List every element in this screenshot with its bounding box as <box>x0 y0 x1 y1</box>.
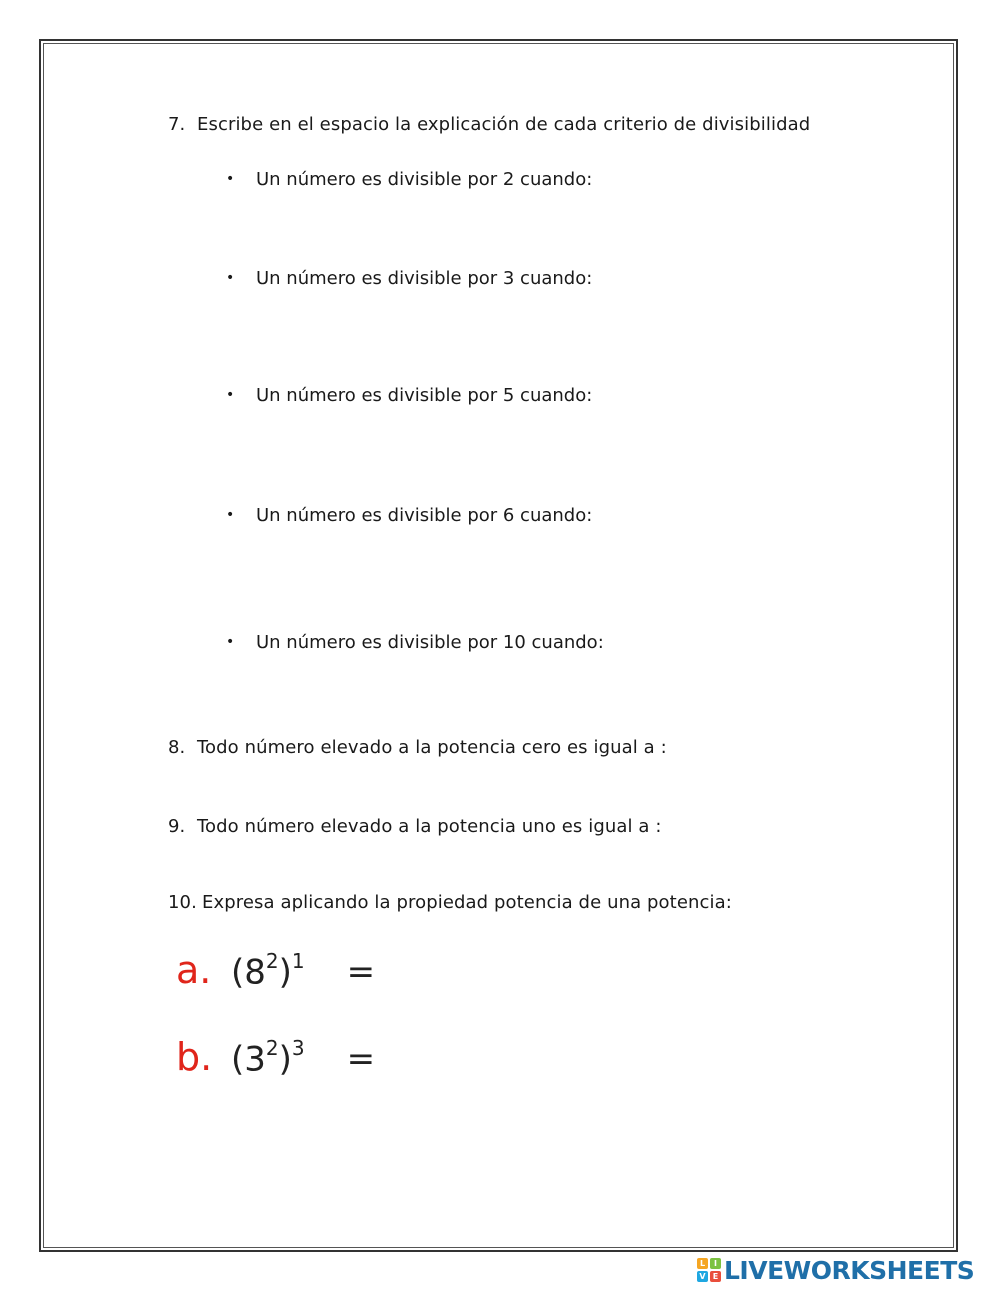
criterion-item <box>226 385 592 406</box>
question-7 <box>168 114 810 135</box>
inner-exponent: 2 <box>265 1035 279 1060</box>
question-number: 7. <box>168 114 186 135</box>
question-text: Expresa aplicando la propiedad potencia de una potencia: <box>202 892 732 913</box>
question-number: 8. <box>168 737 186 758</box>
bullet-icon: • <box>226 634 235 650</box>
equals-sign: = <box>346 952 376 992</box>
expression-letter: b. <box>176 1035 213 1079</box>
inner-exponent: 2 <box>265 948 279 973</box>
bullet-icon: • <box>226 387 235 403</box>
power-expression <box>231 948 305 992</box>
question-text: Todo número elevado a la potencia uno es igual a : <box>197 816 662 837</box>
criterion-item <box>226 268 592 289</box>
question-text: Escribe en el espacio la explicación de cada criterio de divisibilidad <box>197 114 811 135</box>
criterion-text: Un número es divisible por 2 cuando: <box>256 169 593 190</box>
outer-exponent: 1 <box>291 948 305 973</box>
question-number: 10. <box>168 892 197 913</box>
question-10 <box>168 892 732 913</box>
question-9 <box>168 816 662 837</box>
base-open: (3 <box>231 1039 266 1079</box>
criterion-text: Un número es divisible por 6 cuando: <box>256 505 593 526</box>
question-8 <box>168 737 667 758</box>
outer-exponent: 3 <box>291 1035 305 1060</box>
criterion-item <box>226 505 592 526</box>
logo-text: LIVEWORKSHEETS <box>724 1255 975 1285</box>
question-text: Todo número elevado a la potencia cero es igual a : <box>197 737 667 758</box>
criterion-item <box>226 632 604 653</box>
expression-letter: a. <box>176 948 212 992</box>
bullet-icon: • <box>226 270 235 286</box>
criterion-text: Un número es divisible por 5 cuando: <box>256 385 593 406</box>
equals-sign: = <box>346 1039 376 1079</box>
paren-close: ) <box>278 1039 292 1079</box>
bullet-icon: • <box>226 171 235 187</box>
criterion-item <box>226 169 592 190</box>
power-expression <box>231 1035 305 1079</box>
bullet-icon: • <box>226 507 235 523</box>
criterion-text: Un número es divisible por 3 cuando: <box>256 268 593 289</box>
liveworksheets-logo[interactable] <box>697 1256 974 1284</box>
logo-blocks-icon: L I V E <box>697 1258 721 1282</box>
expression-a <box>176 948 375 996</box>
base-open: (8 <box>231 952 266 992</box>
criterion-text: Un número es divisible por 10 cuando: <box>256 632 604 653</box>
paren-close: ) <box>278 952 292 992</box>
question-number: 9. <box>168 816 186 837</box>
expression-b <box>176 1035 375 1083</box>
